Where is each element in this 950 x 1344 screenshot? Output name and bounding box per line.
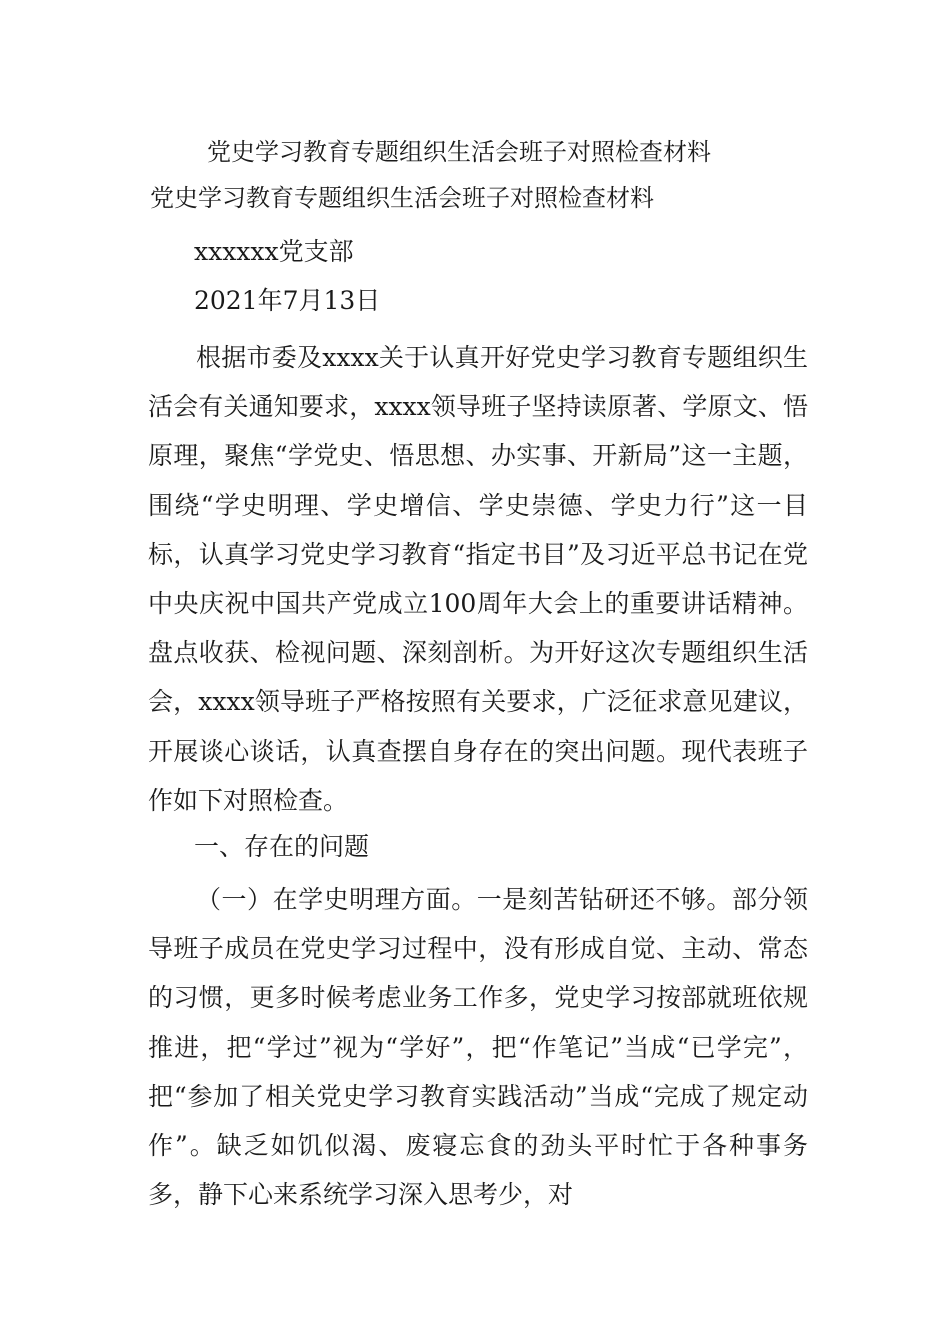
intro-paragraph: 根据市委及xxxx关于认真开好党史学习教育专题组织生活会有关通知要求，xxxx领导班子坚持读原著、学原文、悟原理，聚焦“学党史、悟思想、办实事、开新局”这一主题，围绕“学史明理、学史增信、学史崇德、学史力行”这一目标，认真学习党史学习教育“指定书目”及习近平总书记在党中央庆祝中国共产党成立100周年大会上的重要讲话精神。盘点收获、检视问题、深刻剖析。为开好这次专题组织生活会，xxxx领导班子严格按照有关要求，广泛征求意见建议，开展谈心谈话，认真查摆自身存在的突出问题。现代表班子作如下对照检查。 bbox=[148, 343, 808, 815]
organization-name: xxxxxx党支部 bbox=[194, 237, 354, 266]
body-paragraph: （一）在学史明理方面。一是刻苦钻研还不够。部分领导班子成员在党史学习过程中，没有形成自觉、主动、常态的习惯，更多时候考虑业务工作多，党史学习按部就班依规推进，把“学过”视为“学好”，把“作笔记”当成“已学完”，把“参加了相关党史学习教育实践活动”当成“完成了规定动作”。缺乏如饥似渴、废寝忘食的劲头平时忙于各种事务多，静下心来系统学习深入思考少，对 bbox=[148, 885, 808, 1210]
document-date: 2021年7月13日 bbox=[194, 286, 381, 315]
document-title: 党史学习教育专题组织生活会班子对照检查材料 bbox=[207, 138, 711, 166]
document-subtitle: 党史学习教育专题组织生活会班子对照检查材料 bbox=[150, 184, 654, 212]
section-heading: 一、存在的问题 bbox=[194, 832, 370, 861]
